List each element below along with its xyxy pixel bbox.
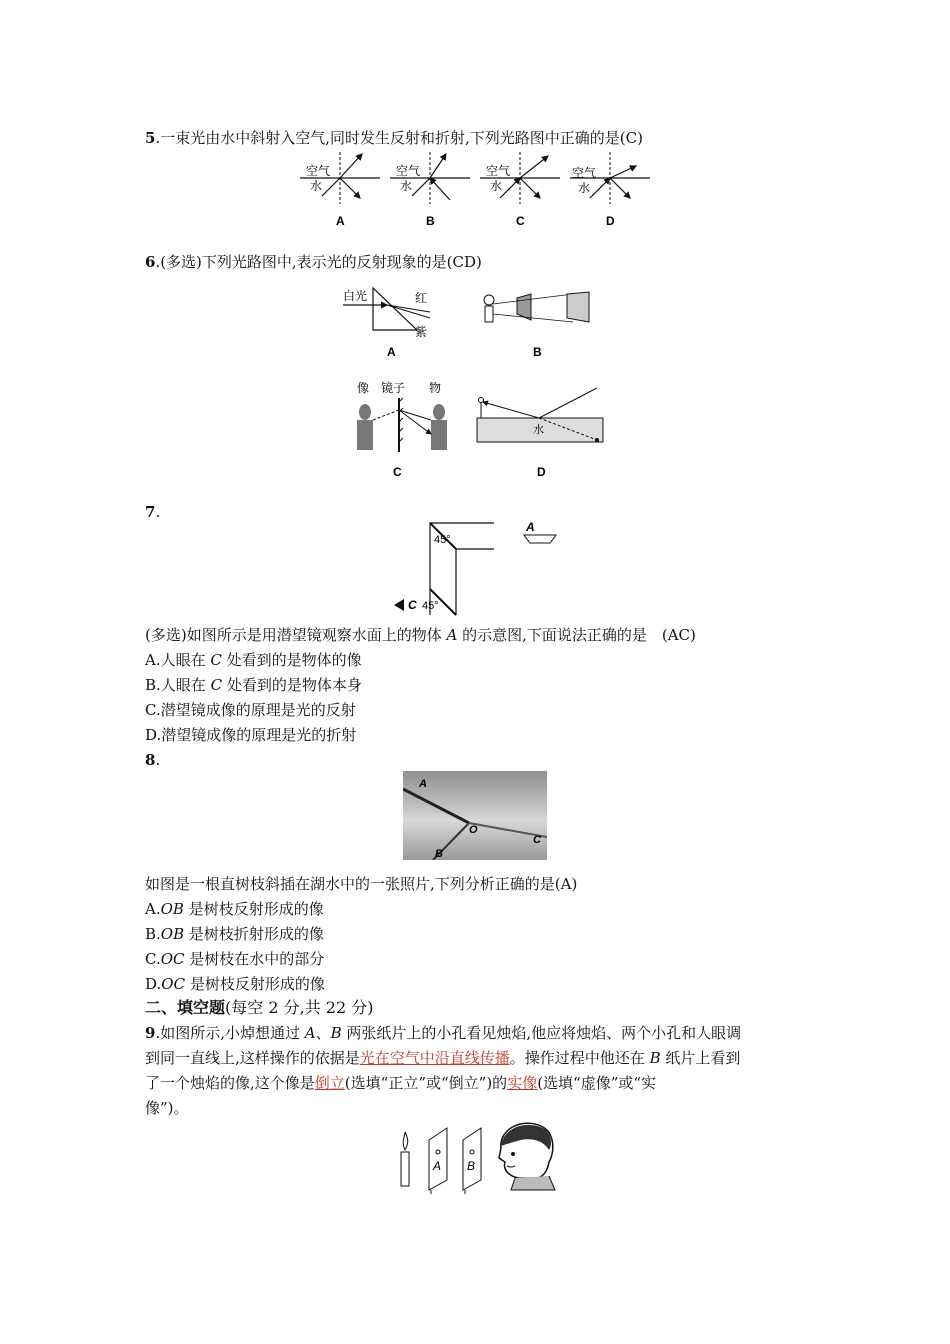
svg-text:镜子: 镜子 [381,381,406,395]
svg-text:A: A [387,345,396,359]
q8-option-c: C.OC 是树枝在水中的部分 [145,950,325,968]
q6-diagram-c-mirror [357,380,447,479]
card-b-label: B [467,1159,476,1173]
candle-icon [401,1132,409,1186]
q8-photo-label-c: C [533,834,541,846]
q8-branch-photo [403,771,547,860]
q7-angle-bottom: 45° [422,600,439,612]
card-a [429,1128,447,1194]
svg-text:空气: 空气 [396,164,421,178]
q7-option-d: D.潜望镜成像的原理是光的折射 [145,726,357,744]
q9-line-2: 到同一直线上,这样操作的依据是光在空气中沿直线传播。操作过程中他还在 B 纸片上看到 [145,1049,741,1067]
svg-text:D: D [537,465,546,479]
q5-diagram-b [390,152,470,228]
q6-diagram-a-prism [343,288,430,359]
q9-number: 9 [145,1024,156,1042]
section2-title: 二、填空题 [145,1000,226,1017]
svg-text:B: B [533,345,542,359]
q8-photo-label-b: B [435,848,443,860]
svg-text:红: 红 [415,291,428,305]
q9-answer-2: 倒立 [314,1074,345,1092]
q7-label-c: C [408,598,417,612]
q5-number: 5 [145,129,156,147]
boy-avatar [499,1123,555,1190]
svg-text:水: 水 [578,181,591,195]
q8-number-line: 8. [145,751,161,769]
q9-answer-3: 实像 [507,1074,538,1092]
q7-periscope-diagram [390,515,570,620]
q9-line-1: 9.如图所示,小焯想通过 A、B 两张纸片上的小孔看见烛焰,他应将烛焰、两个小孔和人眼调 [145,1024,742,1042]
q8-option-a: A.OB 是树枝反射形成的像 [145,900,324,918]
svg-text:水: 水 [533,424,544,436]
q5-diagram-a [300,152,380,228]
q5-diagram-c [480,152,560,228]
q6-stem [145,252,482,272]
q5-stem [145,128,643,148]
q5-label-d: D [606,214,615,228]
svg-text:紫: 紫 [415,325,428,339]
svg-text:空气: 空气 [486,164,511,178]
q7-number-line: 7. [145,503,161,521]
q9-candle-pinhole-diagram [395,1118,565,1194]
q5-diagram-d [570,152,650,228]
q6-diagrams [335,280,615,480]
q8-prompt: 如图是一根直树枝斜插在湖水中的一张照片,下列分析正确的是(A) [145,875,578,893]
q7-angle-top: 45° [434,534,451,546]
svg-text:水: 水 [400,179,413,193]
section2-heading [145,998,373,1019]
q9-line-4: 像”)。 [145,1099,189,1117]
svg-text:白光: 白光 [343,289,368,303]
svg-text:空气: 空气 [572,166,597,180]
q5-label-c: C [516,214,525,228]
q8-option-d: D.OC 是树枝反射形成的像 [145,975,325,993]
svg-text:C: C [393,465,402,479]
q7-number: 7 [145,503,156,521]
q5-text: .一束光由水中斜射入空气,同时发生反射和折射,下列光路图中正确的是(C) [155,129,643,147]
q7-option-c: C.潜望镜成像的原理是光的反射 [145,701,356,719]
q6-number: 6 [145,253,156,271]
svg-text:水: 水 [490,179,503,193]
card-a-label: A [433,1159,442,1173]
q7-option-a: A.人眼在 C 处看到的是物体的像 [145,651,362,669]
card-b [463,1128,481,1194]
q6-diagram-d-water [477,388,603,479]
q9-line-3: 了一个烛焰的像,这个像是倒立(选填“正立”或“倒立”)的实像(选填“虚像”或“实 [145,1074,657,1092]
q5-label-b: B [426,214,435,228]
q5-diagrams [300,150,660,230]
svg-text:物: 物 [429,381,442,395]
q8-photo-label-a: A [419,778,427,790]
q7-label-a: A [526,520,535,534]
q5-label-a: A [336,214,345,228]
q9-answer-1: 光在空气中沿直线传播 [359,1049,510,1067]
q6-diagram-b-projector [484,292,589,359]
q5-water-label: 水 [310,179,323,193]
svg-text:像: 像 [357,381,370,395]
q6-text: .(多选)下列光路图中,表示光的反射现象的是(CD) [155,253,482,271]
section2-note: (每空 2 分,共 22 分) [225,998,374,1017]
q8-number: 8 [145,751,156,769]
q7-prompt: (多选)如图所示是用潜望镜观察水面上的物体 A 的示意图,下面说法正确的是 (AC) [145,626,696,644]
q8-option-b: B.OB 是树枝折射形成的像 [145,925,324,943]
q5-air-label: 空气 [306,164,331,178]
q8-photo-label-o: O [469,824,478,836]
q7-option-b: B.人眼在 C 处看到的是物体本身 [145,676,362,694]
